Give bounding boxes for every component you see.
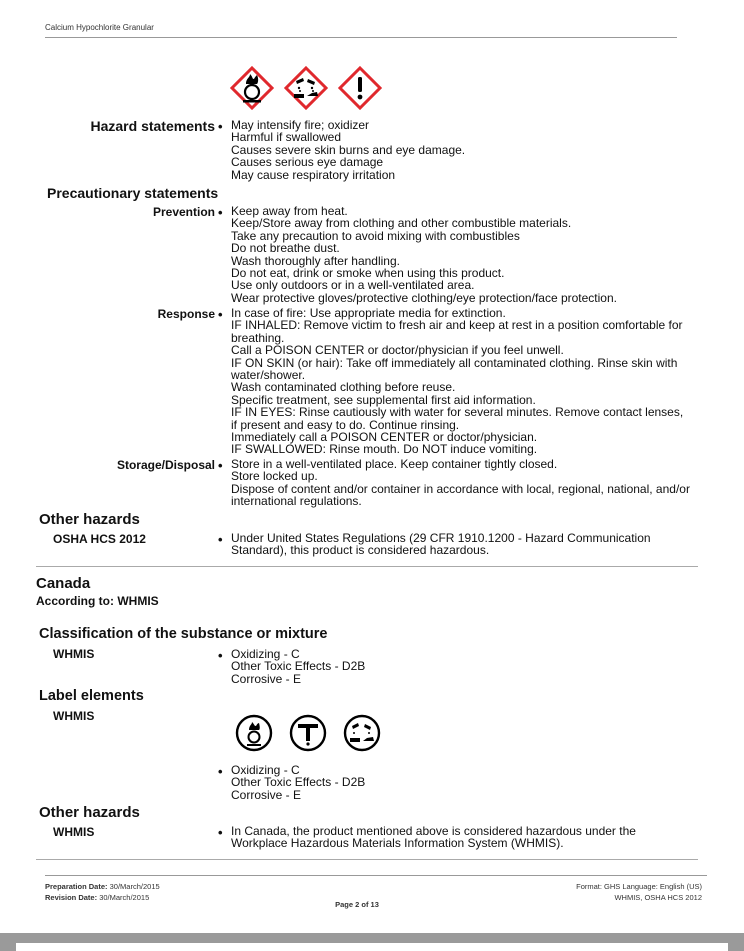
bullet: • xyxy=(218,205,223,220)
footer-standards: WHMIS, OSHA HCS 2012 xyxy=(614,893,702,902)
precautionary-title: Precautionary statements xyxy=(47,185,219,201)
oxidizer-circle-icon xyxy=(234,713,274,753)
toxic-t-icon xyxy=(288,713,328,753)
bullet: • xyxy=(218,119,223,134)
page-number: Page 2 of 13 xyxy=(335,900,379,909)
prep-date-value: 30/March/2015 xyxy=(109,882,160,891)
classification-list xyxy=(231,648,701,685)
bullet: • xyxy=(218,458,223,473)
hazard-statements-list xyxy=(231,119,701,181)
document-header-title: Calcium Hypochlorite Granular xyxy=(45,23,154,32)
list-item: Oxidizing - C xyxy=(231,763,300,777)
list-item: Wash thoroughly after handling. xyxy=(231,253,400,268)
list-item: Other Toxic Effects - D2B xyxy=(231,775,366,790)
bullet: • xyxy=(218,764,223,779)
other-hazards-title: Other hazards xyxy=(39,511,140,528)
list-item: Keep away from heat. xyxy=(231,204,348,218)
list-item: Corrosive - E xyxy=(231,671,302,686)
whmis-pictogram-row xyxy=(234,713,396,753)
according-to-label: According to: WHMIS xyxy=(36,594,159,608)
list-item: Harmful if swallowed xyxy=(231,130,342,145)
list-item: Take any precaution to avoid mixing with combustibles xyxy=(231,228,520,243)
list-item: Corrosive - E xyxy=(231,787,302,802)
list-item: May intensify fire; oxidizer xyxy=(231,118,370,132)
list-item: IF SWALLOWED: Rinse mouth. Do NOT induce vomiting. xyxy=(231,442,538,457)
list-item: Keep/Store away from clothing and other combustible materials. xyxy=(231,216,572,231)
prevention-list xyxy=(231,205,701,304)
list-item: In case of fire: Use appropriate media for extinction. xyxy=(231,306,506,320)
list-item: Wear protective gloves/protective clothing/eye protection/face protection. xyxy=(231,290,617,305)
list-item: Specific treatment, see supplemental first aid information. xyxy=(231,392,536,407)
prep-date-label: Preparation Date: xyxy=(45,882,108,891)
hazard-statements-label: Hazard statements xyxy=(90,118,215,134)
list-item: IF ON SKIN (or hair): Take off immediately all contaminated clothing. Rinse skin with water/shower. xyxy=(231,355,678,383)
footer-left xyxy=(45,881,160,903)
section-divider xyxy=(36,566,698,567)
corrosive-icon xyxy=(342,713,382,753)
label-elements-title: Label elements xyxy=(39,688,144,704)
footer-right xyxy=(500,881,702,903)
rev-date-value: 30/March/2015 xyxy=(99,893,150,902)
canada-title: Canada xyxy=(36,575,91,592)
bullet: • xyxy=(218,648,223,663)
list-item: Causes severe skin burns and eye damage. xyxy=(231,142,466,157)
list-item: Oxidizing - C xyxy=(231,647,300,661)
format-language: Format: GHS Language: English (US) xyxy=(576,882,702,891)
header-divider xyxy=(45,37,677,38)
label-elements-list xyxy=(231,764,701,801)
whmis-label: WHMIS xyxy=(53,825,95,839)
list-item: Causes serious eye damage xyxy=(231,155,384,170)
classification-title: Classification of the substance or mixture xyxy=(39,626,328,642)
whmis-label: WHMIS xyxy=(53,647,95,661)
next-page-edge xyxy=(16,943,728,951)
storage-disposal-list xyxy=(231,458,701,508)
flame-over-circle-icon xyxy=(230,66,274,110)
rev-date-label: Revision Date: xyxy=(45,893,98,902)
list-item: May cause respiratory irritation xyxy=(231,167,396,182)
storage-disposal-label: Storage/Disposal xyxy=(116,458,215,472)
other-hazards-ca-text xyxy=(231,825,701,850)
bullet: • xyxy=(218,825,223,840)
bullet: • xyxy=(218,532,223,547)
section-divider xyxy=(36,859,698,860)
list-item: Use only outdoors or in a well-ventilated area. xyxy=(231,278,475,293)
footer-divider xyxy=(45,875,707,876)
list-item: Do not eat, drink or smoke when using this product. xyxy=(231,266,505,281)
list-item: Store in a well-ventilated place. Keep container tightly closed. xyxy=(231,457,558,471)
whmis-label: WHMIS xyxy=(53,709,95,723)
list-item: Dispose of content and/or container in accordance with local, regional, national, and/or international regulations. xyxy=(231,481,690,509)
bullet: • xyxy=(218,307,223,322)
exclamation-mark-icon xyxy=(338,66,382,110)
paragraph: In Canada, the product mentioned above is considered hazardous under the Workplace Hazardous Materials Information System (WHMIS). xyxy=(231,824,636,851)
osha-hcs-label: OSHA HCS 2012 xyxy=(53,532,146,546)
other-hazards-us-text xyxy=(231,532,701,557)
list-item: Store locked up. xyxy=(231,469,318,484)
list-item: Other Toxic Effects - D2B xyxy=(231,659,366,674)
list-item: Do not breathe dust. xyxy=(231,241,340,256)
ghs-pictogram-row xyxy=(230,66,392,110)
response-list xyxy=(231,307,701,456)
list-item: Immediately call a POISON CENTER or doctor/physician. xyxy=(231,430,538,445)
corrosion-icon xyxy=(284,66,328,110)
list-item: Call a POISON CENTER or doctor/physician if you feel unwell. xyxy=(231,343,564,358)
list-item: Wash contaminated clothing before reuse. xyxy=(231,380,456,395)
response-label: Response xyxy=(157,307,215,321)
paragraph: Under United States Regulations (29 CFR 1910.1200 - Hazard Communication Standard), this product is considered hazardous. xyxy=(231,531,651,558)
list-item: IF IN EYES: Rinse cautiously with water for several minutes. Remove contact lenses, if present and easy to do. Continue rinsing. xyxy=(231,405,684,432)
prevention-label: Prevention xyxy=(152,205,215,219)
list-item: IF INHALED: Remove victim to fresh air and keep at rest in a position comfortable for breathing. xyxy=(231,318,683,345)
other-hazards-ca-title: Other hazards xyxy=(39,804,140,821)
